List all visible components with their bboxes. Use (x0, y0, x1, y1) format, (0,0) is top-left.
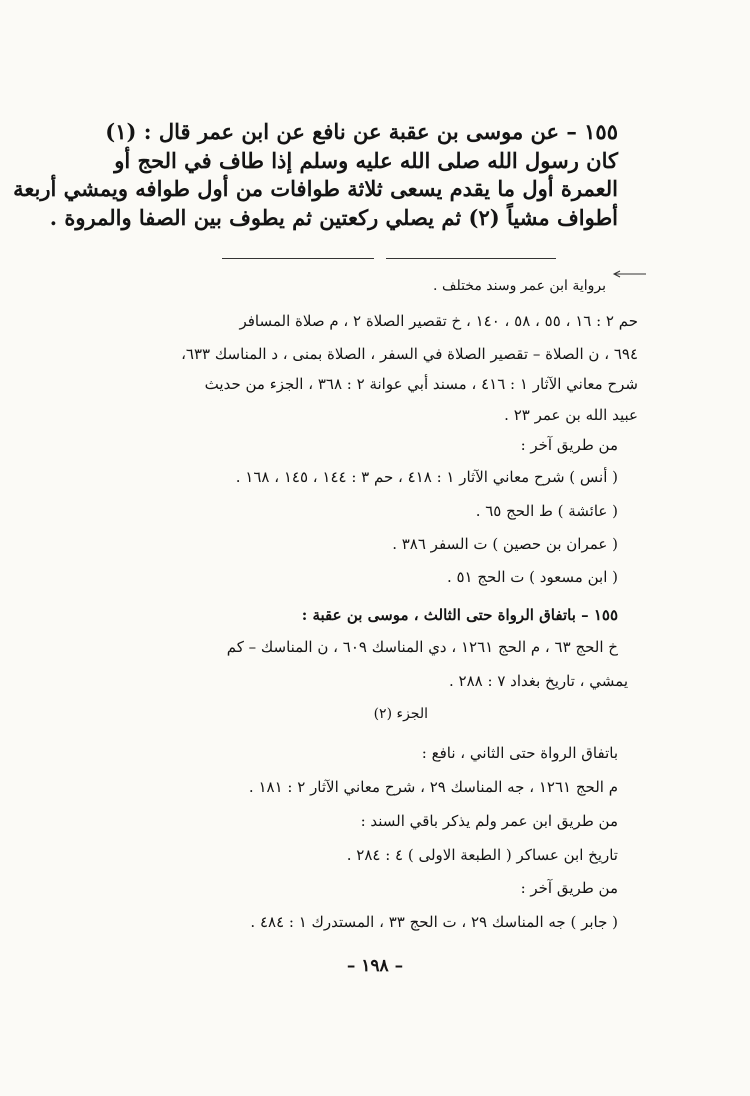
footnote-line: من طريق آخر : (520, 879, 618, 897)
hadith-text (13, 118, 618, 232)
footnote-line: م الحج ١٢٦١ ، جه المناسك ٢٩ ، شرح معاني الآثار ٢ : ١٨١ . (248, 778, 618, 796)
arrow-icon (612, 270, 646, 278)
footnote-separator (222, 258, 374, 259)
footnote-line: الجزء (٢) (373, 706, 428, 722)
footnote-line: حم ٢ : ١٦ ، ٥٥ ، ٥٨ ، ١٤٠ ، خ تقصير الصلاة ٢ ، م صلاة المسافر (239, 312, 638, 330)
footnote-line: خ الحج ٦٣ ، م الحج ١٢٦١ ، دي المناسك ٦٠٩ ، ن المناسك – كم (226, 638, 618, 656)
footnote-line: ( عائشة ) ط الحج ٦٥ . (475, 502, 618, 520)
footnote-line: برواية ابن عمر وسند مختلف . (433, 278, 606, 294)
footnote-line: من طريق ابن عمر ولم يذكر باقي السند : (360, 812, 618, 830)
footnote-line: ( أنس ) شرح معاني الآثار ١ : ٤١٨ ، حم ٣ : ١٤٤ ، ١٤٥ ، ١٦٨ . (235, 468, 618, 486)
hadith-line: ١٥٥ – عن موسى بن عقبة عن نافع عن ابن عمر قال : (١) (105, 119, 618, 144)
footnote-line: عبيد الله بن عمر ٢٣ . (504, 406, 638, 424)
footnote-line: شرح معاني الآثار ١ : ٤١٦ ، مسند أبي عوانة ٢ : ٣٦٨ ، الجزء من حديث (204, 375, 638, 393)
footnote-line: ( عمران بن حصين ) ت السفر ٣٨٦ . (392, 535, 618, 553)
hadith-line: العمرة أول ما يقدم يسعى ثلاثة طوافات من أول طوافه ويمشي أربعة (13, 176, 618, 201)
footnote-line: يمشي ، تاريخ بغداد ٧ : ٢٨٨ . (449, 672, 628, 690)
page-number: – ١٩٨ – (346, 956, 404, 976)
footnote-line: باتفاق الرواة حتى الثاني ، نافع : (421, 744, 618, 762)
hadith-line: كان رسول الله صلى الله عليه وسلم إذا طاف في الحج أو (114, 147, 618, 173)
footnote-line: تاريخ ابن عساكر ( الطبعة الاولى ) ٤ : ٢٨٤ . (346, 846, 618, 864)
footnote-line: ٦٩٤ ، ن الصلاة – تقصير الصلاة في السفر ، الصلاة بمنى ، د المناسك ٦٣٣، (181, 345, 638, 363)
hadith-line: أطواف مشياً (٢) ثم يصلي ركعتين ثم يطوف بين الصفا والمروة . (49, 204, 618, 230)
footnote-separator (386, 258, 556, 259)
footnote-line: ( ابن مسعود ) ت الحج ٥١ . (446, 568, 618, 586)
footnote-line: من طريق آخر : (520, 436, 618, 454)
footnote-line: ( جابر ) جه المناسك ٢٩ ، ت الحج ٣٣ ، المستدرك ١ : ٤٨٤ . (250, 913, 618, 931)
footnote-line: ١٥٥ – باتفاق الرواة حتى الثالث ، موسى بن عقبة : (301, 606, 618, 624)
